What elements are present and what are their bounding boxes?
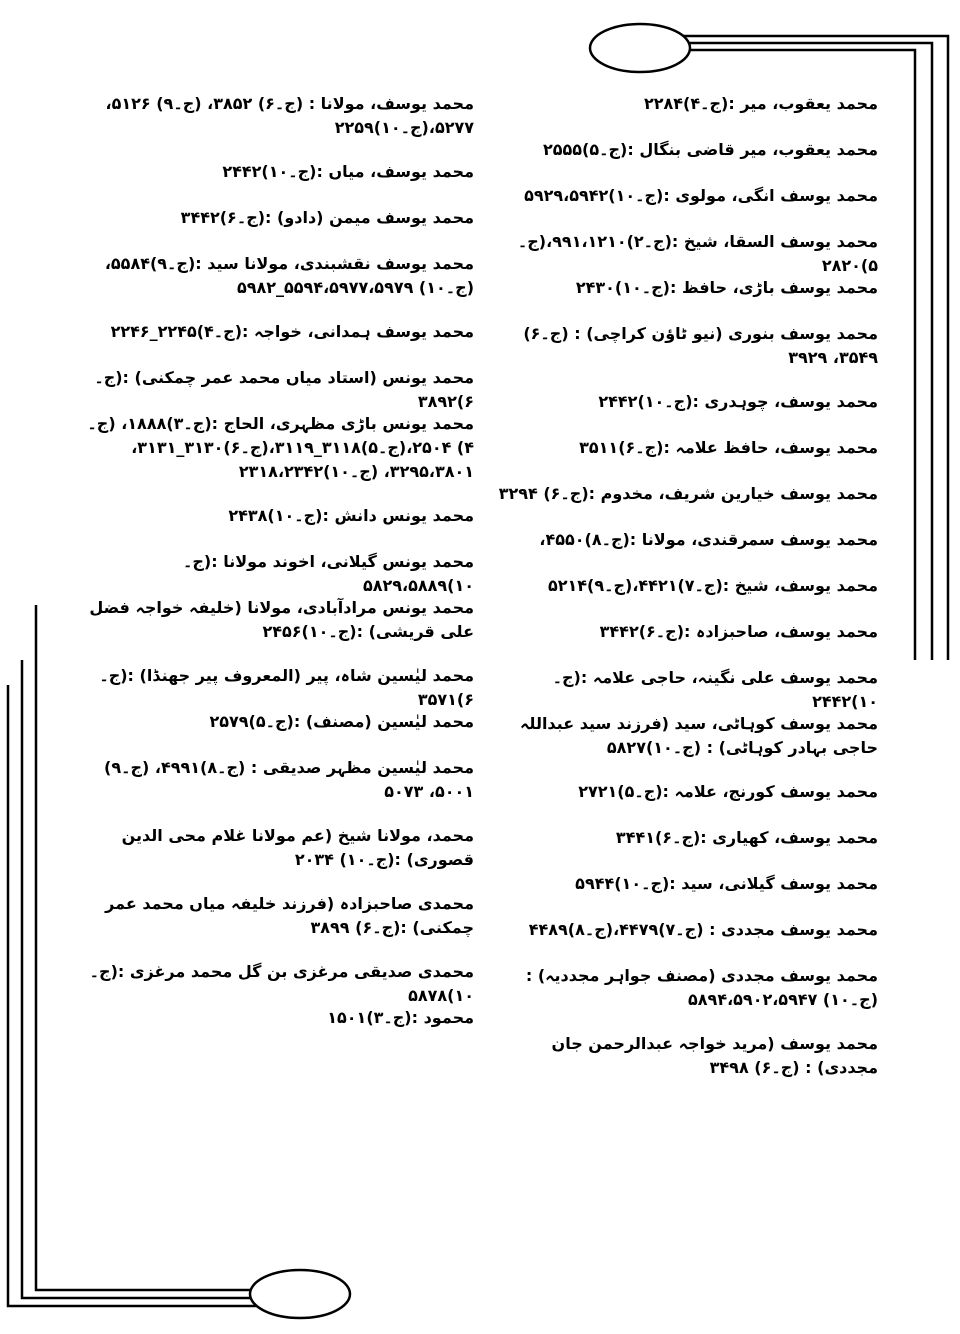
index-entry: محمد یعقوب، میر قاضی بنگال :(ج۔۵)۲۵۵۵ — [542, 140, 878, 159]
index-entry: محمد یوسف خیارین شریف، مخدوم :(ج۔۶) ۳۲۹۴ — [498, 484, 878, 503]
index-entry: محمد یعقوب، میر :(ج۔۴)۲۲۸۴ — [643, 94, 878, 113]
index-entry: محمدی صاحبزادہ (فرزند خلیفہ میاں محمد عمر چمکنی) :(ج۔۶) ۳۸۹۹ — [105, 894, 474, 937]
index-entry: محمد لیٰسین شاہ، پیر (المعروف پیر جھنڈا) :(ج۔۶)۳۵۷۱ — [99, 666, 474, 709]
index-entry: محمد یوسف، چوہدری :(ج۔۱۰)۲۴۴۲ — [598, 392, 878, 411]
index-entry: محمد یوسف مجددی (مصنف جواہر مجددیہ) : (ج۔۱۰) ۵۸۹۴،۵۹۰۲،۵۹۴۷ — [525, 966, 878, 1009]
index-entry: محمد یوسف باڑی، حافظ :(ج۔۱۰)۲۴۳۰ — [575, 278, 878, 297]
index-entry: محمد یونس مرادآبادی، مولانا (خلیفہ خواجہ فضل علی قریشی) :(ج۔۱۰)۲۴۵۶ — [89, 598, 474, 641]
index-entry: محمود :(ج۔۳)۱۵۰۱ — [327, 1008, 474, 1027]
index-entry: محمدی صدیقی مرغزی بن گل محمد مرغزی :(ج۔۱۰)۵۸۷۸ — [89, 962, 474, 1005]
index-entry: محمد، مولانا شیخ (عم مولانا غلام محی الدین قصوری) :(ج۔۱۰) ۲۰۳۴ — [121, 826, 474, 869]
index-entry: محمد یوسف کوہاٹی، سید (فرزند سید عبداللہ حاجی بہادر کوہاٹی) : (ج۔۱۰)۵۸۲۷ — [520, 714, 878, 757]
index-entry: محمد یوسف، مولانا : (ج۔۶) ۳۸۵۲، (ج۔۹) ۵۱۲۶، ۵۲۷۷،(ج۔۱۰)۲۲۵۹ — [105, 94, 474, 137]
index-entry: محمد یوسف انگی، مولوی :(ج۔۱۰)۵۹۲۹،۵۹۴۲ — [524, 186, 878, 205]
index-entry: محمد لیٰسین مظہر صدیقی : (ج۔۸)۴۹۹۱، (ج۔۹) ۵۰۰۱، ۵۰۷۳ — [104, 758, 474, 801]
index-entry: محمد یوسف، میاں :(ج۔۱۰)۲۴۴۲ — [222, 162, 474, 181]
index-entry: محمد یوسف نقشبندی، مولانا سید :(ج۔۹)۵۵۸۴،(ج۔۱۰) ۵۵۹۴،۵۹۷۷،۵۹۷۹_۵۹۸۲ — [104, 254, 474, 297]
index-entry: محمد یونس دانش :(ج۔۱۰)۲۴۳۸ — [228, 506, 474, 525]
index-entry: محمد یوسف سمرقندی، مولانا :(ج۔۸)۴۵۵۰، — [539, 530, 878, 549]
index-entry: محمد یوسف کورنج، علامہ :(ج۔۵)۲۷۲۱ — [578, 782, 878, 801]
bottom-ornament-oval — [250, 1270, 350, 1318]
index-entry: محمد یوسف ہمدانی، خواجہ :(ج۔۴)۲۲۴۵_۲۲۴۶ — [110, 322, 474, 341]
index-entry: محمد یوسف میمن (دادو) :(ج۔۶)۳۴۴۲ — [180, 208, 474, 227]
index-entry: محمد یوسف علی نگینہ، حاجی علامہ :(ج۔۱۰)۲۴۴۲ — [552, 668, 878, 711]
left-column — [86, 92, 474, 1052]
index-entry: محمد یوسف گیلانی، سید :(ج۔۱۰)۵۹۴۴ — [575, 874, 878, 893]
index-entry: محمد لیٰسین (مصنف) :(ج۔۵)۲۵۷۹ — [209, 712, 474, 731]
index-entry: محمد یوسف، حافظ علامہ :(ج۔۶)۳۵۱۱ — [579, 438, 878, 457]
index-entry: محمد یوسف، صاحبزادہ :(ج۔۶)۳۴۴۲ — [599, 622, 878, 641]
index-entry: محمد یونس باڑی مظہری، الحاج :(ج۔۳)۱۸۸۸، (ج۔۴) ۲۵۰۴،(ج۔۵)۳۱۱۸_۳۱۱۹،(ج۔۶)۳۱۳۰_۳۱۳۱، ۳۲۹۵،۳۸۰۱، (ج۔۱۰)۲۳۱۸،۲۳۴۲ — [87, 414, 474, 481]
index-entry: محمد یوسف، کھیاری :(ج۔۶)۳۴۴۱ — [615, 828, 878, 847]
index-entry: محمد یوسف، شیخ :(ج۔۷)۴۴۲۱،(ج۔۹)۵۲۱۴ — [547, 576, 878, 595]
top-ornament-oval — [590, 24, 690, 72]
index-entry: محمد یونس (استاد میاں محمد عمر چمکنی) :(ج۔۶)۳۸۹۲ — [94, 368, 474, 411]
index-entry: محمد یونس گیلانی، اخوند مولانا :(ج۔۱۰)۵۸۲۹،۵۸۸۹ — [183, 552, 474, 595]
index-entry: محمد یوسف (مرید خواجہ عبدالرحمن جان مجددی) : (ج۔۶) ۳۴۹۸ — [551, 1034, 878, 1077]
index-entry: محمد یوسف بنوری (نیو ٹاؤن کراچی) : (ج۔۶) ۳۵۴۹، ۳۹۲۹ — [523, 324, 878, 367]
index-entry: محمد یوسف مجددی : (ج۔۷)۴۴۷۹،(ج۔۸)۴۴۸۹ — [528, 920, 878, 939]
right-column — [494, 92, 878, 1100]
index-entry: محمد یوسف السقا، شیخ :(ج۔۲)۹۹۱،۱۲۱۰،(ج۔۵)۲۸۲۰ — [517, 232, 878, 275]
